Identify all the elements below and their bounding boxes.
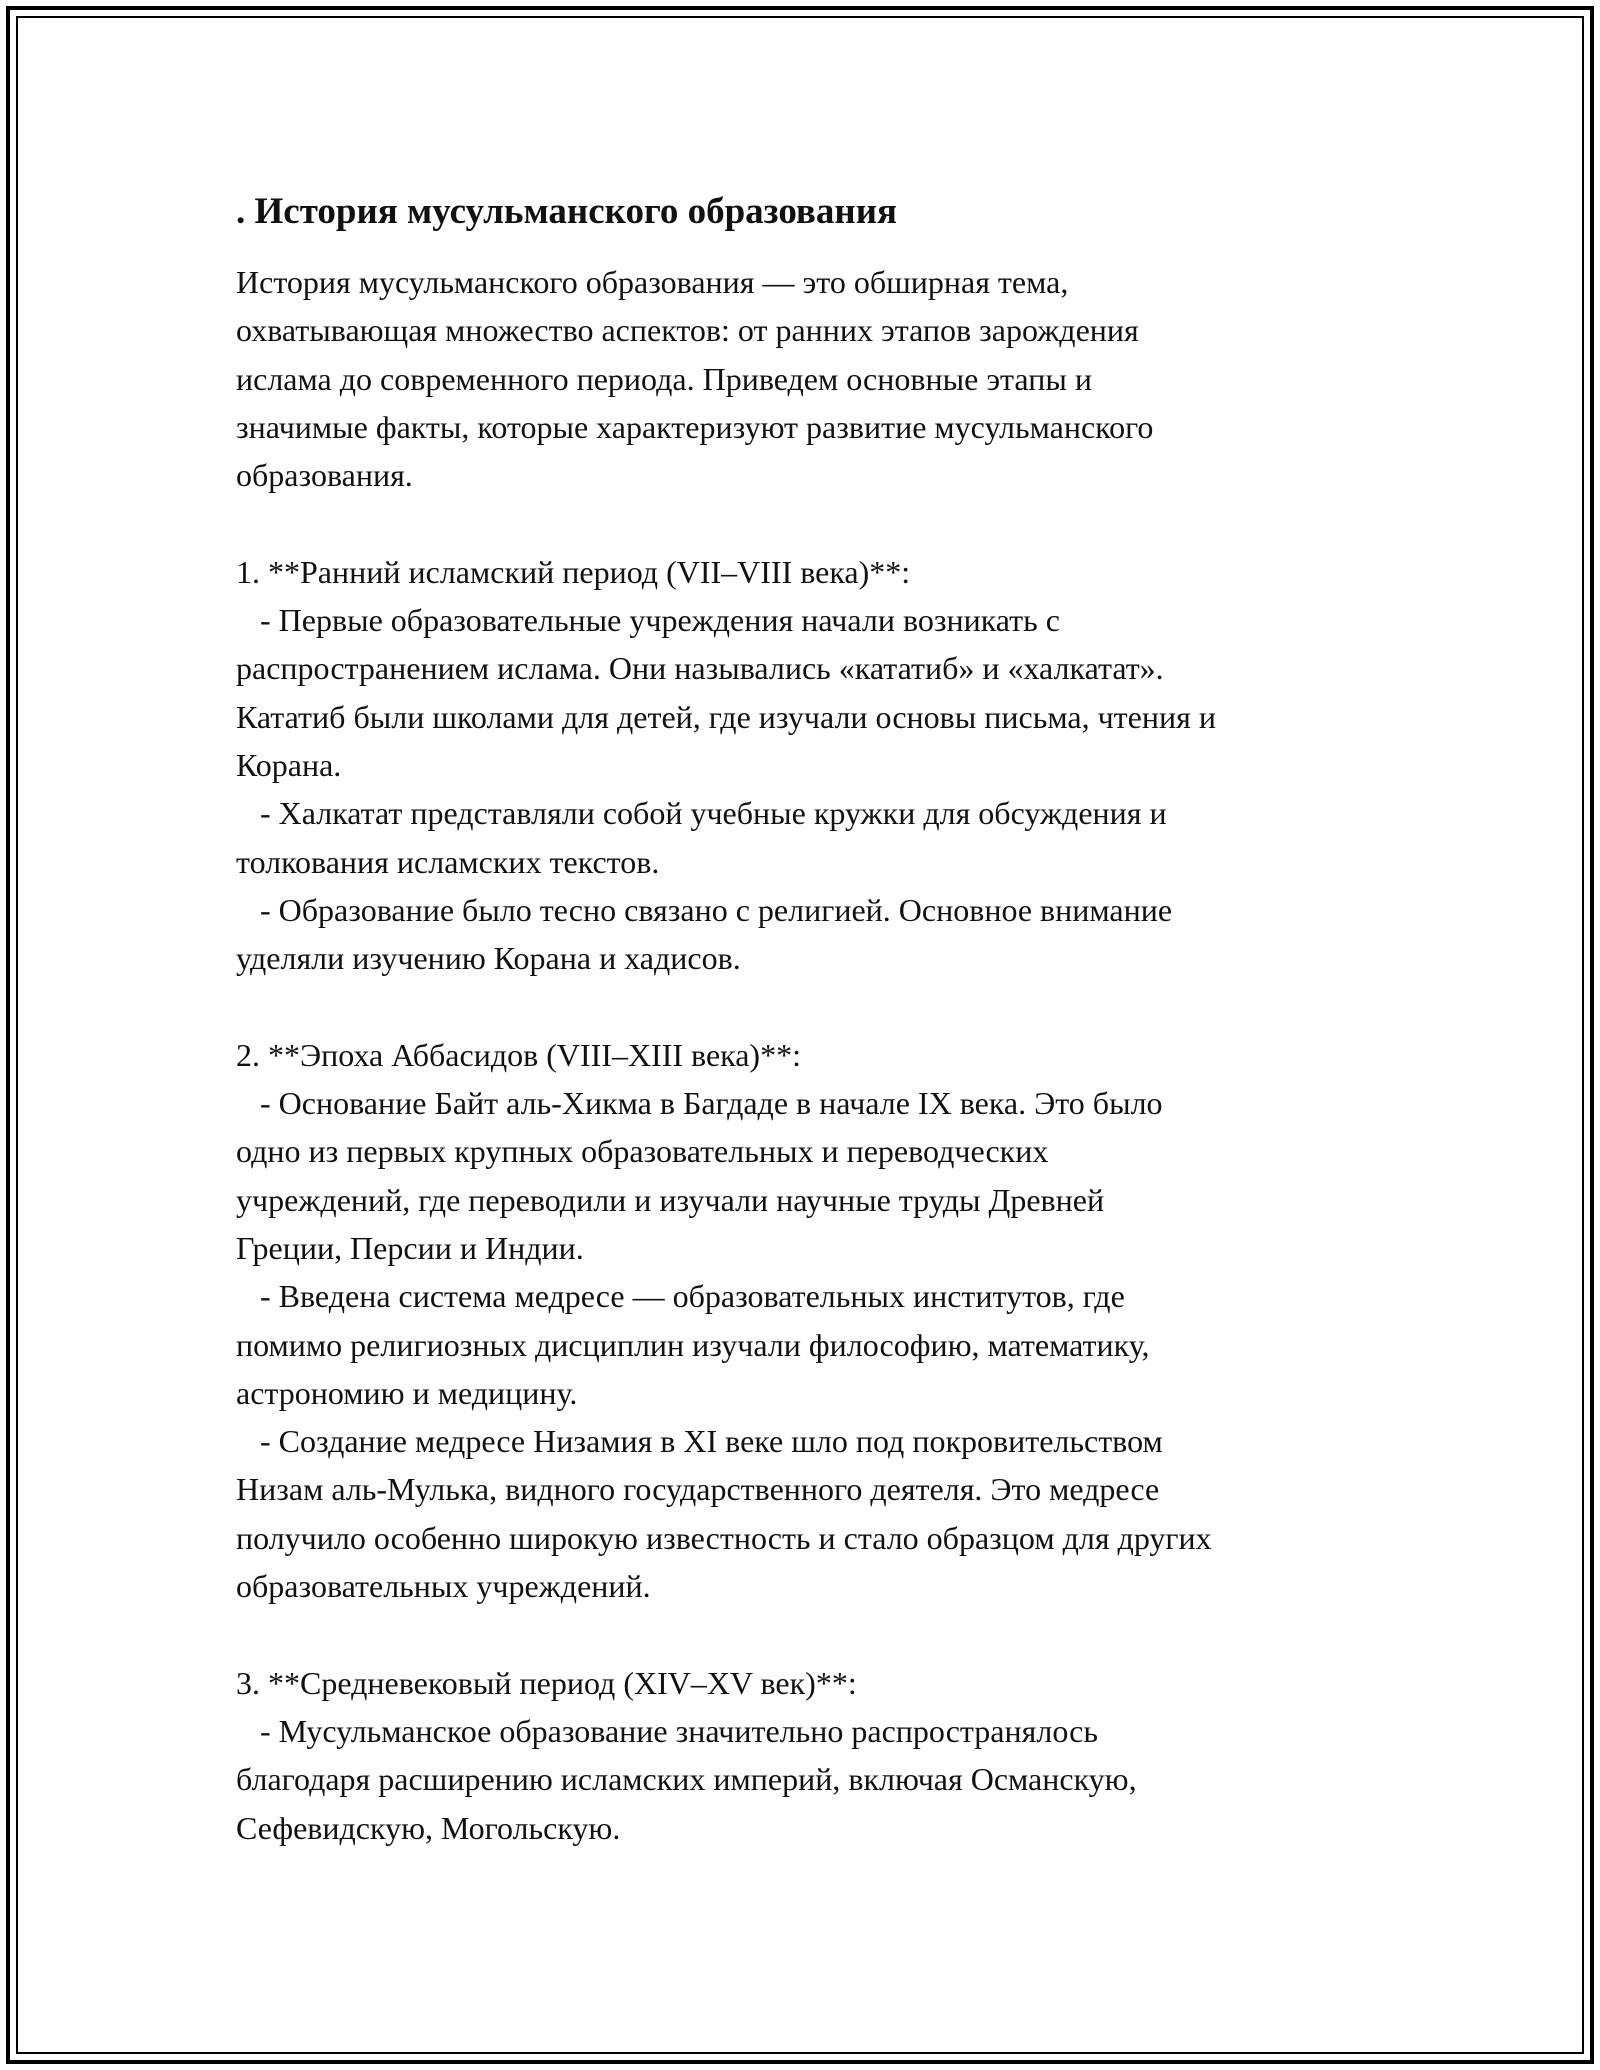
section-heading: 3. **Средневековый период (XIV–XV век)**:	[236, 1664, 857, 1701]
section-line: астрономию и медицину.	[236, 1374, 578, 1411]
section-abbasid-era	[236, 1031, 1396, 1611]
section-line: учреждений, где переводили и изучали научные труды Древней	[236, 1181, 1105, 1218]
section-line: распространением ислама. Они назывались «кататиб» и «халкатат».	[236, 650, 1164, 687]
section-early-islamic	[236, 548, 1396, 983]
document-title: . История мусульманского образования	[236, 191, 898, 232]
section-medieval-period	[236, 1659, 1396, 1852]
section-line: образовательных учреждений.	[236, 1568, 651, 1605]
section-line: - Халкатат представляли собой учебные кружки для обсуждения и	[236, 795, 1167, 832]
intro-line: История мусульманского образования — это обширная тема,	[236, 264, 1069, 300]
section-line: - Основание Байт аль-Хикма в Багдаде в начале IX века. Это было	[236, 1085, 1163, 1122]
section-line: помимо религиозных дисциплин изучали философию, математику,	[236, 1326, 1150, 1363]
section-line: толкования исламских текстов.	[236, 843, 660, 880]
section-line: одно из первых крупных образовательных и переводческих	[236, 1133, 1049, 1170]
section-line: Корана.	[236, 746, 342, 783]
section-line: - Создание медресе Низамия в XI веке шло под покровительством	[236, 1423, 1163, 1460]
intro-line: ислама до современного периода. Приведем основные этапы и	[236, 360, 1092, 397]
section-line: Греции, Персии и Индии.	[236, 1229, 584, 1266]
paragraph-gap	[236, 499, 1396, 547]
intro-line: значимые факты, которые характеризуют развитие мусульманского	[236, 408, 1154, 445]
section-line: - Мусульманское образование значительно распространялось	[236, 1712, 1098, 1749]
section-line: Низам аль-Мулька, видного государственного деятеля. Это медресе	[236, 1471, 1160, 1508]
section-line: уделяли изучению Корана и хадисов.	[236, 940, 741, 977]
section-line: благодаря расширению исламских империй, включая Османскую,	[236, 1761, 1137, 1798]
section-line: - Первые образовательные учреждения начали возникать с	[236, 602, 1060, 639]
section-line: - Введена система медресе — образовательных институтов, где	[236, 1278, 1125, 1315]
intro-paragraph	[236, 258, 1396, 499]
intro-line: охватывающая множество аспектов: от ранних этапов зарождения	[236, 312, 1139, 349]
intro-line: образования.	[236, 457, 413, 494]
section-line: - Образование было тесно связано с религией. Основное внимание	[236, 891, 1173, 928]
section-heading: 1. **Ранний исламский период (VII–VIII века)**:	[236, 553, 911, 590]
paragraph-gap	[236, 1610, 1396, 1658]
document-body	[236, 188, 1396, 1852]
section-heading: 2. **Эпоха Аббасидов (VIII–XIII века)**:	[236, 1036, 801, 1073]
section-line: Кататиб были школами для детей, где изучали основы письма, чтения и	[236, 698, 1216, 735]
section-line: Сефевидскую, Могольскую.	[236, 1809, 621, 1846]
section-line: получило особенно широкую известность и стало образцом для других	[236, 1519, 1212, 1556]
paragraph-gap	[236, 982, 1396, 1030]
